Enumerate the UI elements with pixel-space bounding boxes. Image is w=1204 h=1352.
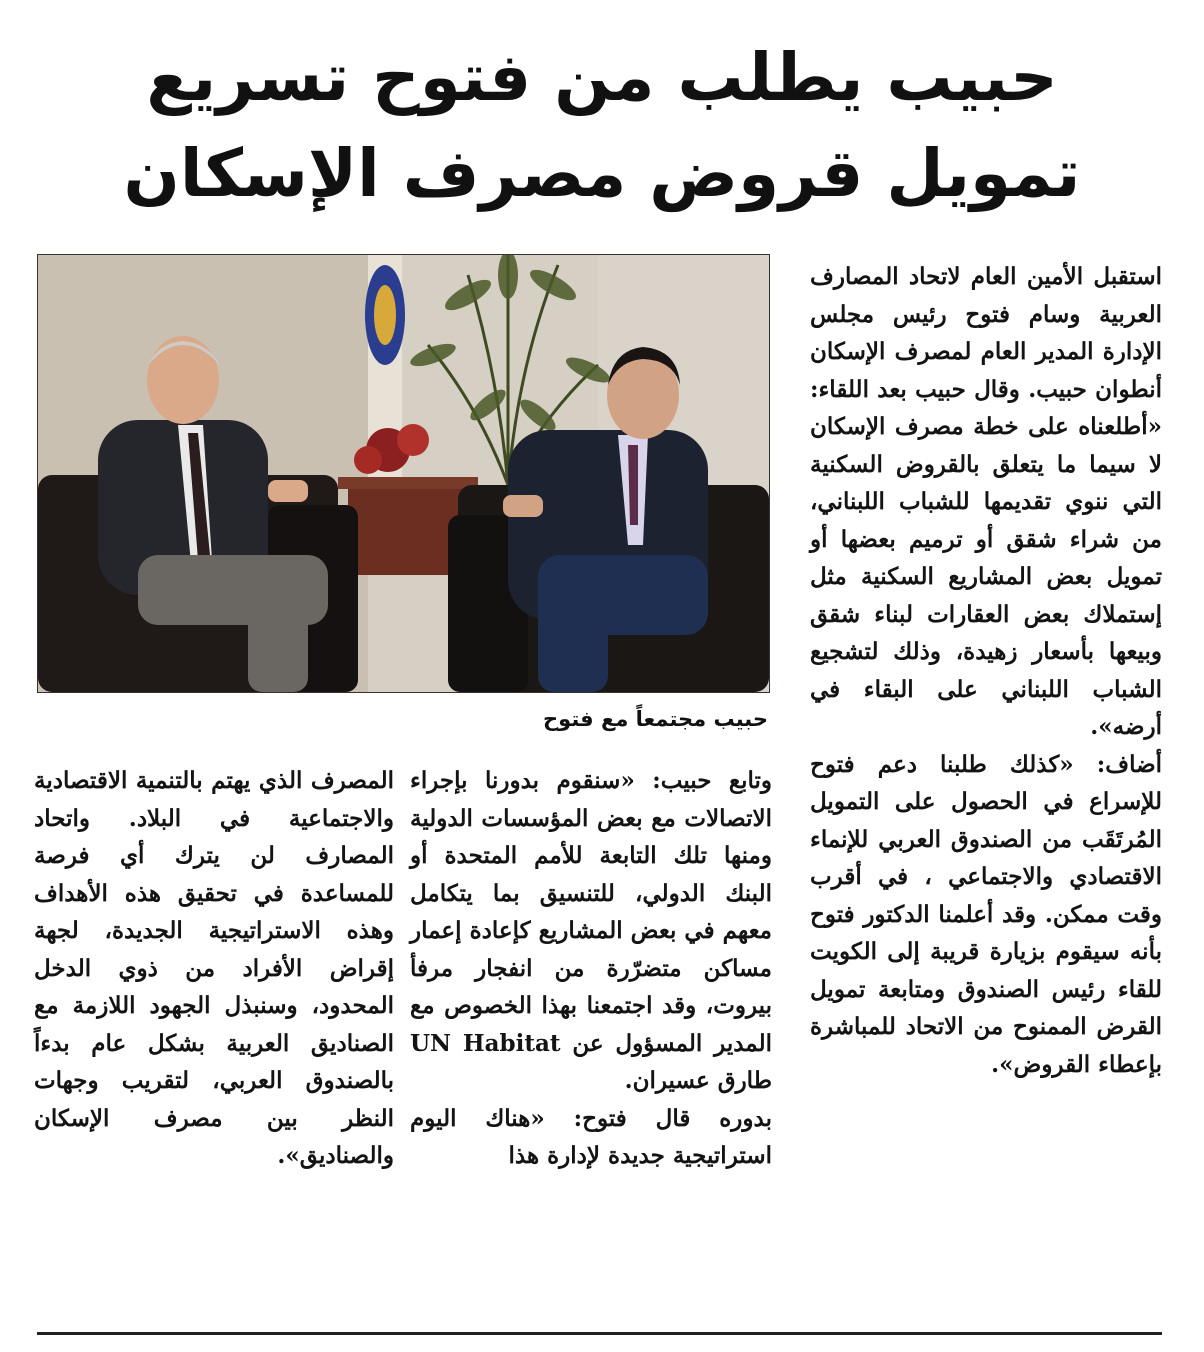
- article-headline: [30, 30, 1174, 222]
- article-column-right: [810, 258, 1162, 1083]
- bottom-divider: [37, 1332, 1162, 1335]
- paragraph: أضاف: «كذلك طلبنا دعم فتوح للإسراع في الحصول على التمويل المُرتَقَب من الصندوق العربي للإنماء الاقتصادي والاجتماعي ، في أقرب وقت ممكن. وقد أعلمنا الدكتور فتوح بأنه سيقوم بزيارة قريبة إلى الكويت للقاء رئيس الصندوق ومتابعة تمويل القرض الممنوح من الاتحاد للمباشرة بإعطاء القروض».: [810, 750, 1162, 1078]
- article-column-middle: [410, 762, 772, 1175]
- paragraph: وتابع حبيب: «سنقوم بدورنا بإجراء الاتصالات مع بعض المؤسسات الدولية ومنها تلك التابعة للأمم المتحدة أو البنك الدولي، للتنسيق بما يتكامل معهم في بعض المشاريع كإعادة إعمار مساكن متضرّرة من انفجار مرفأ بيروت، وقد اجتمعنا بهذا الخصوص مع المدير المسؤول عن UN Habitat طارق عسيران.: [410, 767, 772, 1094]
- paragraph: المصرف الذي يهتم بالتنمية الاقتصادية والاجتماعية في البلاد. واتحاد المصارف لن يترك أي فرصة للمساعدة في تحقيق هذه الأهداف وهذه الاستراتيجية الجديدة، لجهة إقراض الأفراد من ذوي الدخل المحدود، وسنبذل الجهود اللازمة مع الصناديق العربية بشكل عام بدءاً بالصندوق العربي، لتقريب وجهات النظر بين مصرف الإسكان والصناديق».: [34, 767, 394, 1169]
- photo-caption: حبيب مجتمعاً مع فتوح: [543, 707, 768, 731]
- paragraph: استقبل الأمين العام لاتحاد المصارف العربية وسام فتوح رئيس مجلس الإدارة المدير العام لمصرف الإسكان أنطوان حبيب. وقال حبيب بعد اللقاء: «أطلعناه على خطة مصرف الإسكان لا سيما ما يتعلق بالقروض السكنية التي ننوي تقديمها للشباب اللبناني، من شراء شقق أو ترميم بعضها أو تمويل بعض المشاريع السكنية مثل إستملاك بعض العقارات لبناء شقق وبيعها بأسعار زهيدة، وذلك لتشجيع الشباب اللبناني على البقاء في أرضه».: [810, 263, 1162, 740]
- paragraph: بدوره قال فتوح: «هناك اليوم استراتيجية جديدة لإدارة هذا: [410, 1104, 772, 1169]
- article-column-left: [34, 762, 394, 1175]
- headline-line-1: حبيب يطلب من فتوح تسريع: [146, 39, 1058, 116]
- meeting-photo: [37, 254, 770, 693]
- headline-line-2: تمويل قروض مصرف الإسكان: [123, 135, 1081, 212]
